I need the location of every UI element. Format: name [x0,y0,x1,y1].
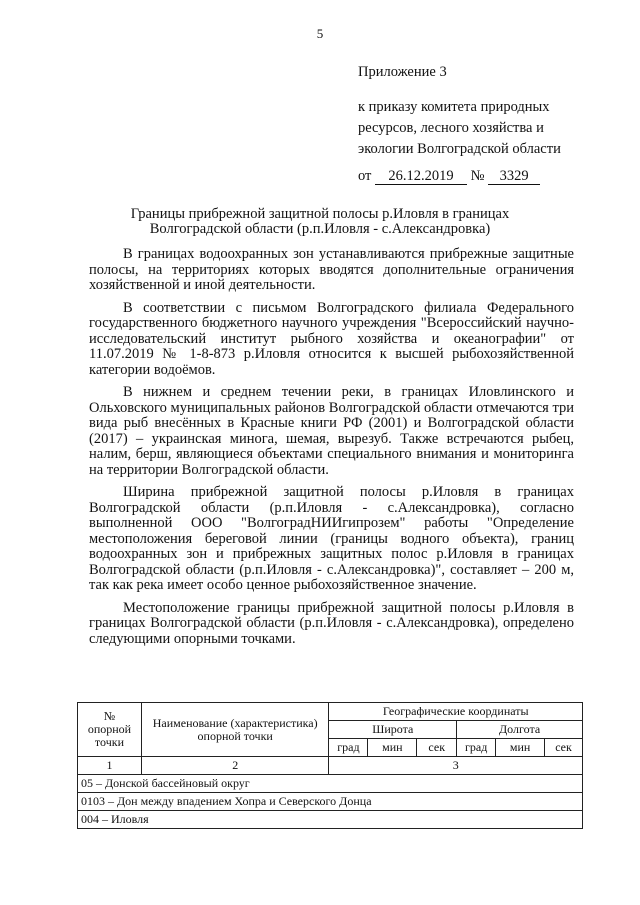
header-geo-coordinates: Географические координаты [329,703,583,721]
body-text [89,247,574,654]
from-label: от [358,168,372,184]
appendix-block [358,62,561,187]
header-unit-min: мин [496,739,545,757]
reference-points-table [77,702,583,829]
paragraph: В границах водоохранных зон устанавливаются прибрежные защитные полосы, на территориях которых вводятся дополнительные ограничения хозяйственной и иной деятельности. [89,246,574,293]
appendix-line: ресурсов, лесного хозяйства и [358,120,544,136]
header-point-number: № опорной точки [78,703,142,757]
header-unit-sec: сек [417,739,457,757]
paragraph: В нижнем и среднем течении реки, в границах Иловлинского и Ольховского муниципальных районов Волгоградской области отмечаются три вида рыб внесённых в Красные книги РФ (2001) и Волгоградской области (2017) – украинская минога, шемая, вырезуб. Также встречаются рыбец, налим, берш, являющиеся объектами специального внимания и мониторинга на территории Волгоградской области. [89,384,574,478]
order-date: 26.12.2019 [375,169,467,185]
number-label: № [470,168,485,184]
title-line: Границы прибрежной защитной полосы р.Иловля в границах [130,206,510,222]
table-section-row: 004 – Иловля [78,811,583,829]
header-unit-deg: град [457,739,496,757]
header-unit-deg: град [329,739,368,757]
appendix-line: экологии Волгоградской области [358,141,561,157]
appendix-line: к приказу комитета природных [358,99,550,115]
header-point-name: Наименование (характеристика) опорной точки [141,703,329,757]
header-unit-min: мин [368,739,417,757]
paragraph: Местоположение границы прибрежной защитной полосы р.Иловля в границах Волгоградской области (р.п.Иловля - с.Александровка), определено следующими опорными точками. [89,599,574,647]
appendix-title: Приложение 3 [358,64,447,80]
page-number: 5 [316,26,324,41]
header-unit-sec: сек [545,739,583,757]
index-cell: 1 [78,757,142,775]
paragraph: В соответствии с письмом Волгоградского филиала Федерального государственного бюджетного научного учреждения "Всероссийский научно-исследовательский институт рыбного хозяйства и океанографии" от 11.07.2019 № 1-8-873 р.Иловля относится к высшей рыбохозяйственной категории водоёмов. [89,299,574,378]
paragraph: Ширина прибрежной защитной полосы р.Иловля в границах Волгоградской области (р.п.Иловля - с.Александровка), согласно выполненной ООО "ВолгоградНИИгипрозем" работы "Определение местоположения береговой линии (границы водного объекта), границ водоохранных зон и прибрежных защитных полос р.Иловля в границах Волгоградской области (р.п.Иловля - с.Александровка)", составляет – 200 м, так как река имеет особо ценное рыбохозяйственное значение. [89,484,574,593]
header-longitude: Долгота [457,721,583,739]
title-line: Волгоградской области (р.п.Иловля - с.Александровка) [149,221,491,237]
table-section-row: 0103 – Дон между впадением Хопра и Северского Донца [78,793,583,811]
order-number: 3329 [488,169,540,185]
index-cell: 2 [141,757,329,775]
header-latitude: Широта [329,721,457,739]
document-title [0,207,640,237]
table-section-row: 05 – Донской бассейновый округ [78,775,583,793]
index-cell: 3 [329,757,583,775]
order-line [358,166,561,187]
